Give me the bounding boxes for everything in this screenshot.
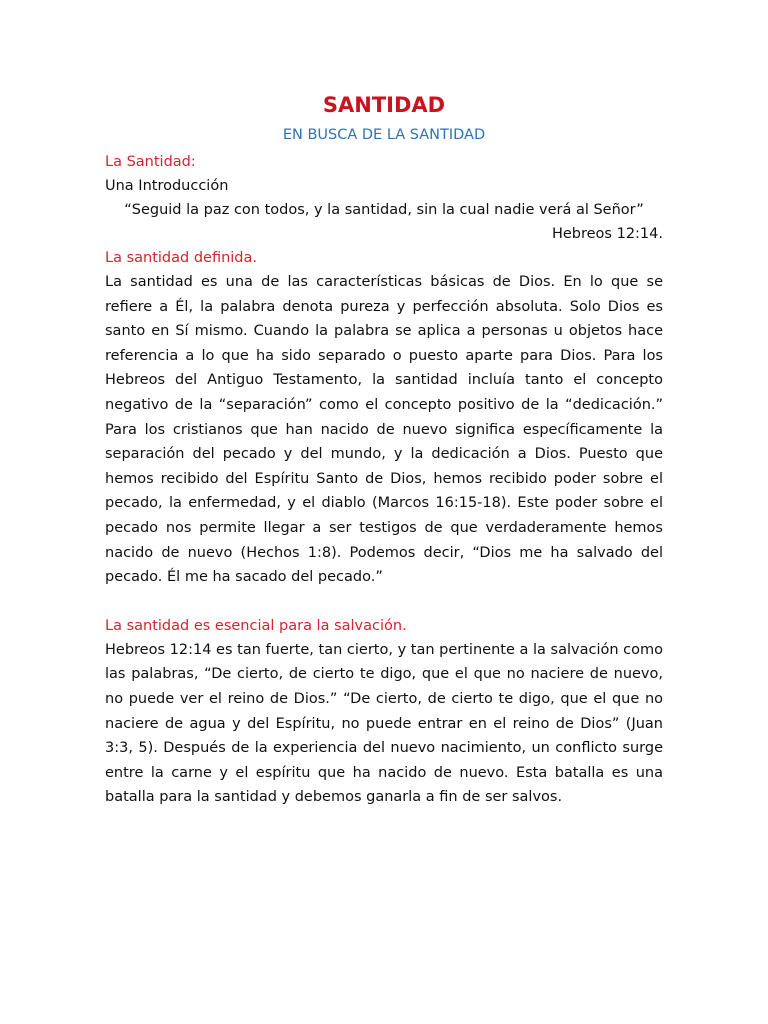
- bible-quote: “Seguid la paz con todos, y la santidad, sin la cual nadie verá al Señor”: [124, 202, 644, 218]
- quote-reference: Hebreos 12:14.: [551, 226, 663, 242]
- paragraph-definida: La santidad es una de las características básicas de Dios. En lo que se refiere a Él, la palabra denota pureza y perfección absoluta. Solo Dios es santo en Sí mismo. Cuando la palabra se aplica a personas u objetos hace referencia a lo que ha sido separado o puesto aparte para Dios. Para los Hebreos del Antiguo Testamento, la santidad incluía tanto el concepto negativo de la “separación” como el concepto positivo de la “dedicación.” Para los cristianos que han nacido de nuevo significa específicamente la separación del pecado y del mundo, y la dedicación a Dios. Puesto que hemos recibido del Espíritu Santo de Dios, hemos recibido poder sobre el pecado, la enfermedad, y el diablo (Marcos 16:15-18). Este poder sobre el pecado nos permite llegar a ser testigos de que verdaderamente hemos nacido de nuevo (Hechos 1:8). Podemos decir, “Dios me ha salvado del pecado. Él me ha sacado del pecado.”: [105, 274, 663, 586]
- section-heading-introduccion: La Santidad:: [105, 154, 196, 170]
- document-page: [105, 88, 663, 810]
- paragraph-esencial: Hebreos 12:14 es tan fuerte, tan cierto, y tan pertinente a la salvación como las palabras, “De cierto, de cierto te digo, que el que no naciere de nuevo, no puede ver el reino de Dios.” “De cierto, de cierto te digo, que el que no naciere de agua y del Espíritu, no puede entrar en el reino de Dios” (Juan 3:3, 5). Después de la experiencia del nuevo nacimiento, un conflicto surge entre la carne y el espíritu que ha nacido de nuevo. Esta batalla es una batalla para la santidad y debemos ganarla a fin de ser salvos.: [105, 641, 663, 806]
- section-subheading: Una Introducción: [105, 178, 229, 194]
- section-heading-esencial: La santidad es esencial para la salvación.: [105, 617, 407, 634]
- document-subtitle: EN BUSCA DE LA SANTIDAD: [282, 127, 486, 143]
- document-title: SANTIDAD: [322, 93, 446, 117]
- paragraph-spacer: [105, 590, 663, 614]
- section-heading-definida: La santidad definida.: [105, 250, 257, 266]
